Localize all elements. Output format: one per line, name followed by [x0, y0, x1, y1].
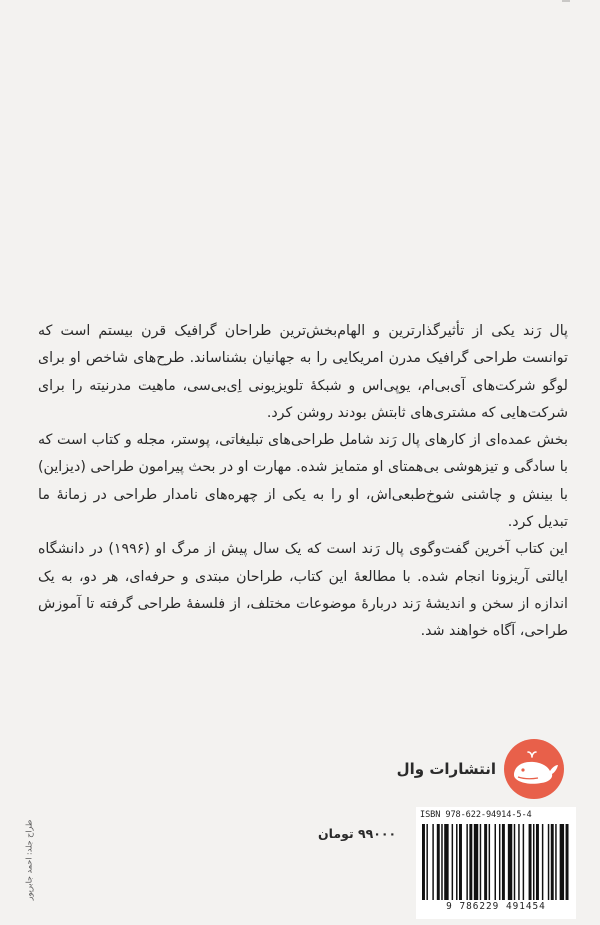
- price-label: ۹۹۰۰۰ تومان: [318, 826, 397, 841]
- description-paragraph-2: بخش عمده‌ای از کارهای پال رَند شامل طراحی‌های تبلیغاتی، پوستر، مجله و کتاب است که با سادگی و تیزهوشی بی‌همتای او متمایز شده. مهارت او در بحث پیرامون طراحی (دیزاین) با بینش و چاشنی شوخ‌طبعی‌اش، او را به یکی از چهره‌های نامدار طراحی در زمانهٔ ما تبدیل کرد.: [38, 432, 568, 531]
- cover-design-credit: [22, 805, 36, 915]
- isbn-barcode: [416, 807, 576, 919]
- whale-logo-icon: [502, 738, 566, 800]
- description-paragraph-3: این کتاب آخرین گفت‌وگوی پال رَند است که یک سال پیش از مرگ او (۱۹۹۶) در دانشگاه ایالتی آریزونا انجام شده. با مطالعهٔ این کتاب، طراحان مبتدی و حرفه‌ای، هر دو، به یک اندازه از سخن و اندیشهٔ رَند دربارهٔ موضوعات مختلف، از فلسفهٔ طراحی گرفته تا آموزش طراحی، آگاه خواهند شد.: [38, 541, 568, 640]
- description-paragraph-1: پال رَند یکی از تأثیرگذارترین و الهام‌بخش‌ترین طراحان گرافیک قرن بیستم است که توانست طراحی گرافیک مدرن امریکایی را به جهانیان بشناساند. طرح‌های شاخص او برای لوگو شرکت‌های آی‌بی‌ام، یوپی‌اس و شبکهٔ تلویزیونی اِی‌بی‌سی، ماهیت مدرنیته را برای شرکت‌هایی که مشتری‌های ثابتش بودند روشن کرد.: [38, 323, 568, 421]
- barcode-bars: [422, 824, 570, 900]
- barcode-digits: 9 786229 491454: [446, 901, 546, 912]
- publisher-block: [396, 738, 576, 800]
- back-cover-description: [38, 318, 568, 646]
- isbn-label: ISBN 978-622-94914-5-4: [420, 810, 532, 820]
- top-edge-mark: [562, 0, 570, 2]
- publisher-name: انتشارات وال: [396, 760, 496, 778]
- cover-design-credit-text: طراح جلد: احمد جابرپور: [24, 819, 34, 901]
